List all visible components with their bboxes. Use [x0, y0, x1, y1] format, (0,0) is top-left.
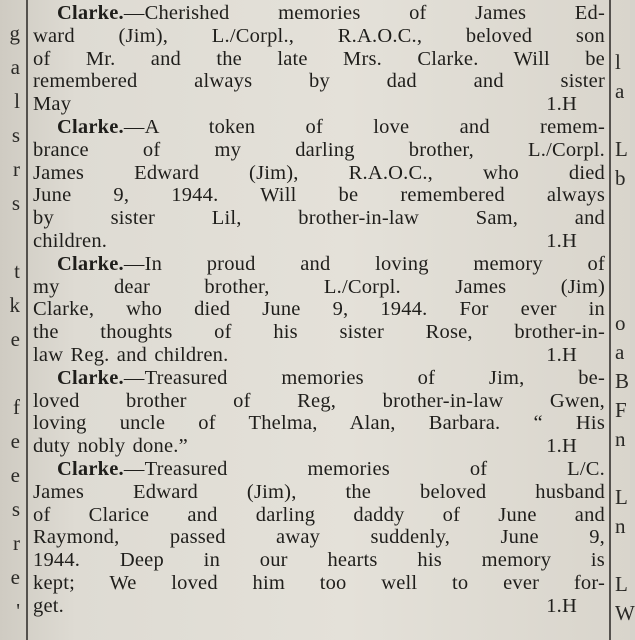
column-fragment-letter: n — [615, 514, 626, 538]
right-column-fragments — [613, 0, 635, 640]
notice-surname: Clarke. — [57, 2, 124, 24]
column-fragment-letter: e — [10, 429, 20, 453]
column-fragment-letter: k — [9, 293, 20, 317]
column-fragment-letter: ' — [16, 599, 20, 623]
notice-line — [33, 2, 605, 25]
notice-line: June 9, 1944. Will be remembered always — [33, 184, 605, 207]
notice-signature: 1.H — [546, 93, 577, 116]
column-fragment-letter: F — [615, 398, 627, 422]
notice-text: get. — [33, 594, 64, 617]
notice-line: remembered always by dad and sister — [33, 70, 605, 93]
notice-line — [33, 367, 605, 390]
column-fragment-letter: B — [615, 369, 630, 393]
notice-line: kept; We loved him too well to ever for- — [33, 571, 605, 594]
notice-line — [33, 458, 605, 481]
memorial-notice — [33, 253, 605, 367]
column-fragment-letter: r — [13, 157, 20, 181]
notice-signature: 1.H — [546, 435, 577, 458]
notice-line: Clarke, who died June 9, 1944. For ever in — [33, 298, 605, 321]
notice-line — [33, 253, 605, 276]
notice-text: —In proud and loving memory of — [123, 252, 605, 275]
memorial-notice — [33, 367, 605, 458]
notice-text: children. — [33, 229, 108, 252]
column-fragment-letter: L — [615, 572, 628, 596]
column-fragment-letter: L — [615, 137, 628, 161]
notice-surname: Clarke. — [57, 252, 124, 275]
notice-line — [33, 595, 605, 618]
column-rule-right — [609, 0, 611, 640]
notice-line: my dear brother, L./Corpl. James (Jim) — [33, 275, 605, 298]
column-fragment-letter: e — [10, 327, 20, 351]
column-fragment-letter: o — [615, 311, 626, 335]
notice-line: of Mr. and the late Mrs. Clarke. Will be — [33, 47, 605, 70]
column-fragment-letter: a — [615, 79, 625, 103]
column-fragment-letter: a — [10, 55, 20, 79]
column-fragment-letter: s — [11, 191, 20, 215]
column-fragment-letter: r — [13, 531, 20, 555]
notice-line: of Clarice and darling daddy of June and — [33, 503, 605, 526]
column-fragment-letter: l — [14, 89, 20, 113]
notice-line — [33, 435, 605, 458]
notice-signature: 1.H — [546, 343, 577, 366]
column-fragment-letter: e — [10, 565, 20, 589]
column-fragment-letter: W — [615, 601, 635, 625]
notice-line: James Edward (Jim), R.A.O.C., who died — [33, 161, 605, 184]
notice-line — [33, 344, 605, 367]
column-fragment-letter: b — [615, 166, 626, 190]
notice-text: May — [33, 93, 72, 116]
notice-line: loved brother of Reg, brother-in-law Gwen, — [33, 389, 605, 412]
column-fragment-letter: g — [9, 21, 20, 45]
notice-text: duty nobly done.” — [33, 435, 188, 458]
notice-line — [33, 93, 605, 116]
notice-surname: Clarke. — [57, 457, 124, 480]
column-fragment-letter: l — [615, 50, 621, 74]
notice-text: —Treasured memories of Jim, be- — [123, 366, 605, 389]
notice-text: —Cherished memories of James Ed- — [123, 2, 605, 24]
notice-signature: 1.H — [546, 229, 577, 252]
notice-line: the thoughts of his sister Rose, brother-in- — [33, 321, 605, 344]
notice-text: law Reg. and children. — [33, 343, 229, 366]
notice-line: 1944. Deep in our hearts his memory is — [33, 549, 605, 572]
notice-line: James Edward (Jim), the beloved husband — [33, 480, 605, 503]
notice-signature: 1.H — [546, 594, 577, 617]
notice-surname: Clarke. — [57, 366, 124, 389]
memorial-notice — [33, 116, 605, 253]
column-fragment-letter: t — [14, 259, 20, 283]
notice-line — [33, 230, 605, 253]
column-fragment-letter: n — [615, 427, 626, 451]
notice-line: loving uncle of Thelma, Alan, Barbara. “ His — [33, 412, 605, 435]
memorial-notice — [33, 2, 605, 116]
notice-line — [33, 116, 605, 139]
column-fragment-letter: a — [615, 340, 625, 364]
notice-line: brance of my darling brother, L./Corpl. — [33, 138, 605, 161]
column-fragment-letter: s — [11, 497, 20, 521]
column-fragment-letter: s — [11, 123, 20, 147]
notice-text: —A token of love and remem- — [123, 115, 605, 138]
notice-line: Raymond, passed away suddenly, June 9, — [33, 526, 605, 549]
notice-surname: Clarke. — [57, 115, 124, 138]
in-memoriam-column — [33, 2, 605, 638]
column-fragment-letter: e — [10, 463, 20, 487]
notice-line: ward (Jim), L./Corpl., R.A.O.C., beloved son — [33, 24, 605, 47]
notice-text: —Treasured memories of L/C. — [123, 457, 605, 480]
notice-line: by sister Lil, brother-in-law Sam, and — [33, 207, 605, 230]
column-rule-left — [26, 0, 28, 640]
memorial-notice — [33, 458, 605, 618]
column-fragment-letter: L — [615, 485, 628, 509]
left-column-fragments — [0, 0, 22, 640]
column-fragment-letter: f — [13, 395, 20, 419]
